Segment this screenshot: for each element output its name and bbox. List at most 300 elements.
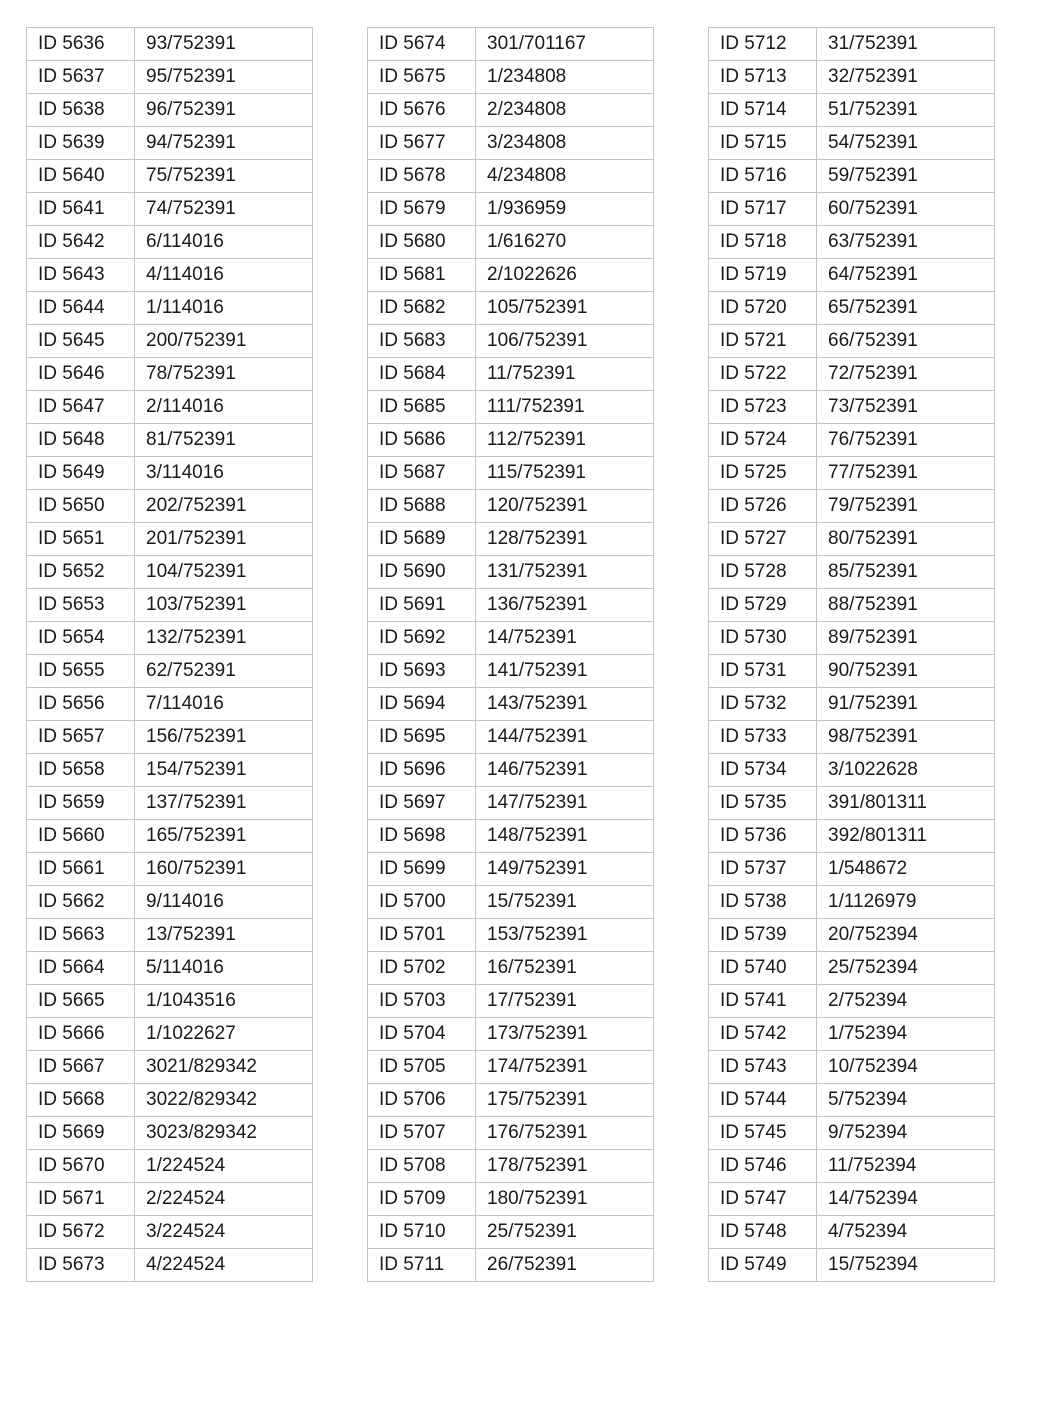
value-cell: 2/1022626 xyxy=(476,259,654,292)
table-row xyxy=(709,952,995,985)
id-cell: ID 5663 xyxy=(27,919,135,952)
value-cell: 32/752391 xyxy=(817,61,995,94)
table-row xyxy=(709,292,995,325)
table-row xyxy=(27,61,313,94)
id-cell: ID 5700 xyxy=(368,886,476,919)
value-cell: 131/752391 xyxy=(476,556,654,589)
table-row xyxy=(27,1150,313,1183)
id-cell: ID 5708 xyxy=(368,1150,476,1183)
id-cell: ID 5732 xyxy=(709,688,817,721)
value-cell: 59/752391 xyxy=(817,160,995,193)
table-row xyxy=(709,787,995,820)
table-row xyxy=(368,424,654,457)
id-cell: ID 5745 xyxy=(709,1117,817,1150)
table-row xyxy=(27,325,313,358)
table-row xyxy=(27,28,313,61)
value-cell: 2/752394 xyxy=(817,985,995,1018)
value-cell: 111/752391 xyxy=(476,391,654,424)
value-cell: 165/752391 xyxy=(135,820,313,853)
value-cell: 17/752391 xyxy=(476,985,654,1018)
value-cell: 76/752391 xyxy=(817,424,995,457)
id-cell: ID 5712 xyxy=(709,28,817,61)
value-cell: 78/752391 xyxy=(135,358,313,391)
value-cell: 391/801311 xyxy=(817,787,995,820)
value-cell: 392/801311 xyxy=(817,820,995,853)
table-row xyxy=(27,1216,313,1249)
id-cell: ID 5724 xyxy=(709,424,817,457)
value-cell: 154/752391 xyxy=(135,754,313,787)
table-row xyxy=(709,424,995,457)
id-cell: ID 5683 xyxy=(368,325,476,358)
value-cell: 94/752391 xyxy=(135,127,313,160)
id-cell: ID 5686 xyxy=(368,424,476,457)
table-row xyxy=(27,820,313,853)
id-cell: ID 5728 xyxy=(709,556,817,589)
table-row xyxy=(27,127,313,160)
id-cell: ID 5681 xyxy=(368,259,476,292)
value-cell: 200/752391 xyxy=(135,325,313,358)
table-row xyxy=(368,28,654,61)
id-cell: ID 5654 xyxy=(27,622,135,655)
table-row xyxy=(709,127,995,160)
id-cell: ID 5661 xyxy=(27,853,135,886)
id-cell: ID 5738 xyxy=(709,886,817,919)
id-cell: ID 5667 xyxy=(27,1051,135,1084)
table-row xyxy=(368,820,654,853)
value-cell: 51/752391 xyxy=(817,94,995,127)
id-table-column-3 xyxy=(708,27,995,1282)
id-cell: ID 5736 xyxy=(709,820,817,853)
id-cell: ID 5653 xyxy=(27,589,135,622)
table-row xyxy=(368,688,654,721)
table-row xyxy=(27,259,313,292)
table-row xyxy=(368,193,654,226)
id-cell: ID 5691 xyxy=(368,589,476,622)
table-row xyxy=(27,919,313,952)
value-cell: 147/752391 xyxy=(476,787,654,820)
table-row xyxy=(368,1117,654,1150)
table-row xyxy=(27,1249,313,1282)
id-cell: ID 5673 xyxy=(27,1249,135,1282)
value-cell: 176/752391 xyxy=(476,1117,654,1150)
value-cell: 156/752391 xyxy=(135,721,313,754)
id-cell: ID 5644 xyxy=(27,292,135,325)
table-row xyxy=(368,655,654,688)
id-cell: ID 5711 xyxy=(368,1249,476,1282)
table-row xyxy=(709,1183,995,1216)
table-row xyxy=(27,160,313,193)
table-row xyxy=(368,325,654,358)
value-cell: 153/752391 xyxy=(476,919,654,952)
id-cell: ID 5703 xyxy=(368,985,476,1018)
table-row xyxy=(27,622,313,655)
table-row xyxy=(368,1051,654,1084)
id-cell: ID 5727 xyxy=(709,523,817,556)
id-cell: ID 5742 xyxy=(709,1018,817,1051)
id-cell: ID 5689 xyxy=(368,523,476,556)
id-cell: ID 5725 xyxy=(709,457,817,490)
value-cell: 1/936959 xyxy=(476,193,654,226)
id-cell: ID 5697 xyxy=(368,787,476,820)
value-cell: 5/752394 xyxy=(817,1084,995,1117)
table-row xyxy=(368,919,654,952)
value-cell: 112/752391 xyxy=(476,424,654,457)
table-row xyxy=(709,28,995,61)
value-cell: 1/1126979 xyxy=(817,886,995,919)
value-cell: 3/1022628 xyxy=(817,754,995,787)
table-row xyxy=(368,886,654,919)
value-cell: 91/752391 xyxy=(817,688,995,721)
table-row xyxy=(368,61,654,94)
id-cell: ID 5646 xyxy=(27,358,135,391)
table-row xyxy=(27,787,313,820)
table-row xyxy=(27,292,313,325)
id-cell: ID 5670 xyxy=(27,1150,135,1183)
value-cell: 89/752391 xyxy=(817,622,995,655)
value-cell: 2/114016 xyxy=(135,391,313,424)
table-row xyxy=(709,259,995,292)
value-cell: 7/114016 xyxy=(135,688,313,721)
value-cell: 95/752391 xyxy=(135,61,313,94)
id-table-column-2 xyxy=(367,27,654,1282)
table-row xyxy=(709,391,995,424)
id-cell: ID 5659 xyxy=(27,787,135,820)
value-cell: 4/224524 xyxy=(135,1249,313,1282)
id-cell: ID 5636 xyxy=(27,28,135,61)
value-cell: 148/752391 xyxy=(476,820,654,853)
value-cell: 80/752391 xyxy=(817,523,995,556)
id-cell: ID 5668 xyxy=(27,1084,135,1117)
value-cell: 77/752391 xyxy=(817,457,995,490)
id-cell: ID 5733 xyxy=(709,721,817,754)
table-row xyxy=(368,1150,654,1183)
id-cell: ID 5720 xyxy=(709,292,817,325)
table-row xyxy=(709,61,995,94)
id-cell: ID 5730 xyxy=(709,622,817,655)
id-cell: ID 5638 xyxy=(27,94,135,127)
value-cell: 74/752391 xyxy=(135,193,313,226)
value-cell: 63/752391 xyxy=(817,226,995,259)
table-row xyxy=(709,358,995,391)
id-cell: ID 5655 xyxy=(27,655,135,688)
value-cell: 31/752391 xyxy=(817,28,995,61)
value-cell: 136/752391 xyxy=(476,589,654,622)
table-row xyxy=(368,589,654,622)
id-cell: ID 5719 xyxy=(709,259,817,292)
table-row xyxy=(709,94,995,127)
table-row xyxy=(27,721,313,754)
value-cell: 106/752391 xyxy=(476,325,654,358)
value-cell: 65/752391 xyxy=(817,292,995,325)
id-table-column-1 xyxy=(26,27,313,1282)
value-cell: 9/114016 xyxy=(135,886,313,919)
table-row xyxy=(709,556,995,589)
id-cell: ID 5688 xyxy=(368,490,476,523)
value-cell: 3023/829342 xyxy=(135,1117,313,1150)
value-cell: 98/752391 xyxy=(817,721,995,754)
id-cell: ID 5721 xyxy=(709,325,817,358)
id-cell: ID 5682 xyxy=(368,292,476,325)
value-cell: 3/234808 xyxy=(476,127,654,160)
table-row xyxy=(368,1018,654,1051)
value-cell: 16/752391 xyxy=(476,952,654,985)
table-row xyxy=(368,391,654,424)
id-cell: ID 5735 xyxy=(709,787,817,820)
table-row xyxy=(368,622,654,655)
id-cell: ID 5699 xyxy=(368,853,476,886)
table-row xyxy=(368,358,654,391)
table-row xyxy=(709,226,995,259)
table-row xyxy=(368,94,654,127)
table-row xyxy=(368,721,654,754)
value-cell: 1/224524 xyxy=(135,1150,313,1183)
id-cell: ID 5702 xyxy=(368,952,476,985)
table-row xyxy=(27,1117,313,1150)
value-cell: 137/752391 xyxy=(135,787,313,820)
value-cell: 54/752391 xyxy=(817,127,995,160)
value-cell: 141/752391 xyxy=(476,655,654,688)
table-row xyxy=(27,424,313,457)
value-cell: 93/752391 xyxy=(135,28,313,61)
value-cell: 75/752391 xyxy=(135,160,313,193)
value-cell: 79/752391 xyxy=(817,490,995,523)
value-cell: 62/752391 xyxy=(135,655,313,688)
table-row xyxy=(27,94,313,127)
value-cell: 5/114016 xyxy=(135,952,313,985)
id-cell: ID 5716 xyxy=(709,160,817,193)
id-cell: ID 5709 xyxy=(368,1183,476,1216)
table-row xyxy=(709,325,995,358)
table-row xyxy=(368,556,654,589)
id-cell: ID 5710 xyxy=(368,1216,476,1249)
value-cell: 132/752391 xyxy=(135,622,313,655)
id-cell: ID 5693 xyxy=(368,655,476,688)
value-cell: 3/224524 xyxy=(135,1216,313,1249)
table-row xyxy=(709,523,995,556)
id-cell: ID 5664 xyxy=(27,952,135,985)
table-row xyxy=(709,160,995,193)
id-cell: ID 5656 xyxy=(27,688,135,721)
value-cell: 2/234808 xyxy=(476,94,654,127)
table-row xyxy=(709,1051,995,1084)
table-row xyxy=(709,721,995,754)
table-row xyxy=(709,1216,995,1249)
id-cell: ID 5694 xyxy=(368,688,476,721)
id-cell: ID 5690 xyxy=(368,556,476,589)
id-cell: ID 5747 xyxy=(709,1183,817,1216)
id-cell: ID 5669 xyxy=(27,1117,135,1150)
id-cell: ID 5748 xyxy=(709,1216,817,1249)
value-cell: 1/548672 xyxy=(817,853,995,886)
id-cell: ID 5726 xyxy=(709,490,817,523)
value-cell: 149/752391 xyxy=(476,853,654,886)
id-cell: ID 5706 xyxy=(368,1084,476,1117)
id-cell: ID 5722 xyxy=(709,358,817,391)
id-cell: ID 5704 xyxy=(368,1018,476,1051)
value-cell: 3/114016 xyxy=(135,457,313,490)
value-cell: 96/752391 xyxy=(135,94,313,127)
table-row xyxy=(368,754,654,787)
table-row xyxy=(27,754,313,787)
id-cell: ID 5749 xyxy=(709,1249,817,1282)
id-cell: ID 5648 xyxy=(27,424,135,457)
id-cell: ID 5652 xyxy=(27,556,135,589)
id-cell: ID 5698 xyxy=(368,820,476,853)
id-cell: ID 5643 xyxy=(27,259,135,292)
value-cell: 9/752394 xyxy=(817,1117,995,1150)
table-row xyxy=(709,688,995,721)
table-row xyxy=(27,556,313,589)
id-cell: ID 5740 xyxy=(709,952,817,985)
table-row xyxy=(27,193,313,226)
id-cell: ID 5675 xyxy=(368,61,476,94)
value-cell: 1/234808 xyxy=(476,61,654,94)
value-cell: 64/752391 xyxy=(817,259,995,292)
table-row xyxy=(27,886,313,919)
table-row xyxy=(709,490,995,523)
value-cell: 90/752391 xyxy=(817,655,995,688)
value-cell: 13/752391 xyxy=(135,919,313,952)
value-cell: 201/752391 xyxy=(135,523,313,556)
table-row xyxy=(368,1216,654,1249)
value-cell: 1/752394 xyxy=(817,1018,995,1051)
value-cell: 105/752391 xyxy=(476,292,654,325)
id-cell: ID 5641 xyxy=(27,193,135,226)
id-cell: ID 5680 xyxy=(368,226,476,259)
value-cell: 10/752394 xyxy=(817,1051,995,1084)
id-cell: ID 5696 xyxy=(368,754,476,787)
value-cell: 4/114016 xyxy=(135,259,313,292)
table-row xyxy=(368,457,654,490)
id-cell: ID 5729 xyxy=(709,589,817,622)
table-row xyxy=(27,688,313,721)
value-cell: 11/752391 xyxy=(476,358,654,391)
table-row xyxy=(27,1018,313,1051)
table-row xyxy=(368,292,654,325)
id-cell: ID 5737 xyxy=(709,853,817,886)
id-cell: ID 5743 xyxy=(709,1051,817,1084)
table-row xyxy=(368,1249,654,1282)
table-row xyxy=(27,985,313,1018)
value-cell: 146/752391 xyxy=(476,754,654,787)
id-cell: ID 5660 xyxy=(27,820,135,853)
value-cell: 81/752391 xyxy=(135,424,313,457)
table-row xyxy=(27,655,313,688)
value-cell: 3021/829342 xyxy=(135,1051,313,1084)
id-cell: ID 5671 xyxy=(27,1183,135,1216)
id-cell: ID 5642 xyxy=(27,226,135,259)
value-cell: 180/752391 xyxy=(476,1183,654,1216)
id-cell: ID 5649 xyxy=(27,457,135,490)
value-cell: 66/752391 xyxy=(817,325,995,358)
id-cell: ID 5676 xyxy=(368,94,476,127)
id-cell: ID 5692 xyxy=(368,622,476,655)
value-cell: 4/234808 xyxy=(476,160,654,193)
id-cell: ID 5678 xyxy=(368,160,476,193)
id-cell: ID 5739 xyxy=(709,919,817,952)
value-cell: 202/752391 xyxy=(135,490,313,523)
id-cell: ID 5731 xyxy=(709,655,817,688)
value-cell: 143/752391 xyxy=(476,688,654,721)
value-cell: 15/752394 xyxy=(817,1249,995,1282)
value-cell: 301/701167 xyxy=(476,28,654,61)
id-cell: ID 5665 xyxy=(27,985,135,1018)
id-cell: ID 5666 xyxy=(27,1018,135,1051)
table-row xyxy=(368,787,654,820)
value-cell: 160/752391 xyxy=(135,853,313,886)
table-row xyxy=(709,1084,995,1117)
id-cell: ID 5734 xyxy=(709,754,817,787)
table-row xyxy=(27,952,313,985)
value-cell: 4/752394 xyxy=(817,1216,995,1249)
value-cell: 174/752391 xyxy=(476,1051,654,1084)
value-cell: 25/752394 xyxy=(817,952,995,985)
value-cell: 144/752391 xyxy=(476,721,654,754)
id-cell: ID 5714 xyxy=(709,94,817,127)
id-cell: ID 5645 xyxy=(27,325,135,358)
id-cell: ID 5647 xyxy=(27,391,135,424)
table-row xyxy=(709,886,995,919)
value-cell: 2/224524 xyxy=(135,1183,313,1216)
value-cell: 3022/829342 xyxy=(135,1084,313,1117)
table-row xyxy=(27,226,313,259)
table-row xyxy=(709,985,995,1018)
value-cell: 104/752391 xyxy=(135,556,313,589)
value-cell: 1/616270 xyxy=(476,226,654,259)
id-cell: ID 5701 xyxy=(368,919,476,952)
value-cell: 115/752391 xyxy=(476,457,654,490)
table-row xyxy=(27,358,313,391)
value-cell: 14/752391 xyxy=(476,622,654,655)
id-cell: ID 5662 xyxy=(27,886,135,919)
id-cell: ID 5651 xyxy=(27,523,135,556)
value-cell: 178/752391 xyxy=(476,1150,654,1183)
table-row xyxy=(368,952,654,985)
id-cell: ID 5637 xyxy=(27,61,135,94)
value-cell: 173/752391 xyxy=(476,1018,654,1051)
table-row xyxy=(709,1249,995,1282)
id-cell: ID 5695 xyxy=(368,721,476,754)
id-cell: ID 5723 xyxy=(709,391,817,424)
value-cell: 175/752391 xyxy=(476,1084,654,1117)
id-cell: ID 5657 xyxy=(27,721,135,754)
table-row xyxy=(27,490,313,523)
id-cell: ID 5717 xyxy=(709,193,817,226)
value-cell: 60/752391 xyxy=(817,193,995,226)
value-cell: 72/752391 xyxy=(817,358,995,391)
table-row xyxy=(709,1117,995,1150)
table-row xyxy=(27,589,313,622)
id-cell: ID 5744 xyxy=(709,1084,817,1117)
table-row xyxy=(27,1084,313,1117)
id-cell: ID 5677 xyxy=(368,127,476,160)
id-cell: ID 5672 xyxy=(27,1216,135,1249)
table-row xyxy=(368,853,654,886)
value-cell: 26/752391 xyxy=(476,1249,654,1282)
value-cell: 11/752394 xyxy=(817,1150,995,1183)
value-cell: 103/752391 xyxy=(135,589,313,622)
id-cell: ID 5640 xyxy=(27,160,135,193)
table-row xyxy=(368,226,654,259)
table-row xyxy=(709,1018,995,1051)
table-row xyxy=(27,391,313,424)
table-row xyxy=(709,457,995,490)
id-cell: ID 5718 xyxy=(709,226,817,259)
id-cell: ID 5685 xyxy=(368,391,476,424)
value-cell: 1/1043516 xyxy=(135,985,313,1018)
id-cell: ID 5715 xyxy=(709,127,817,160)
id-cell: ID 5707 xyxy=(368,1117,476,1150)
